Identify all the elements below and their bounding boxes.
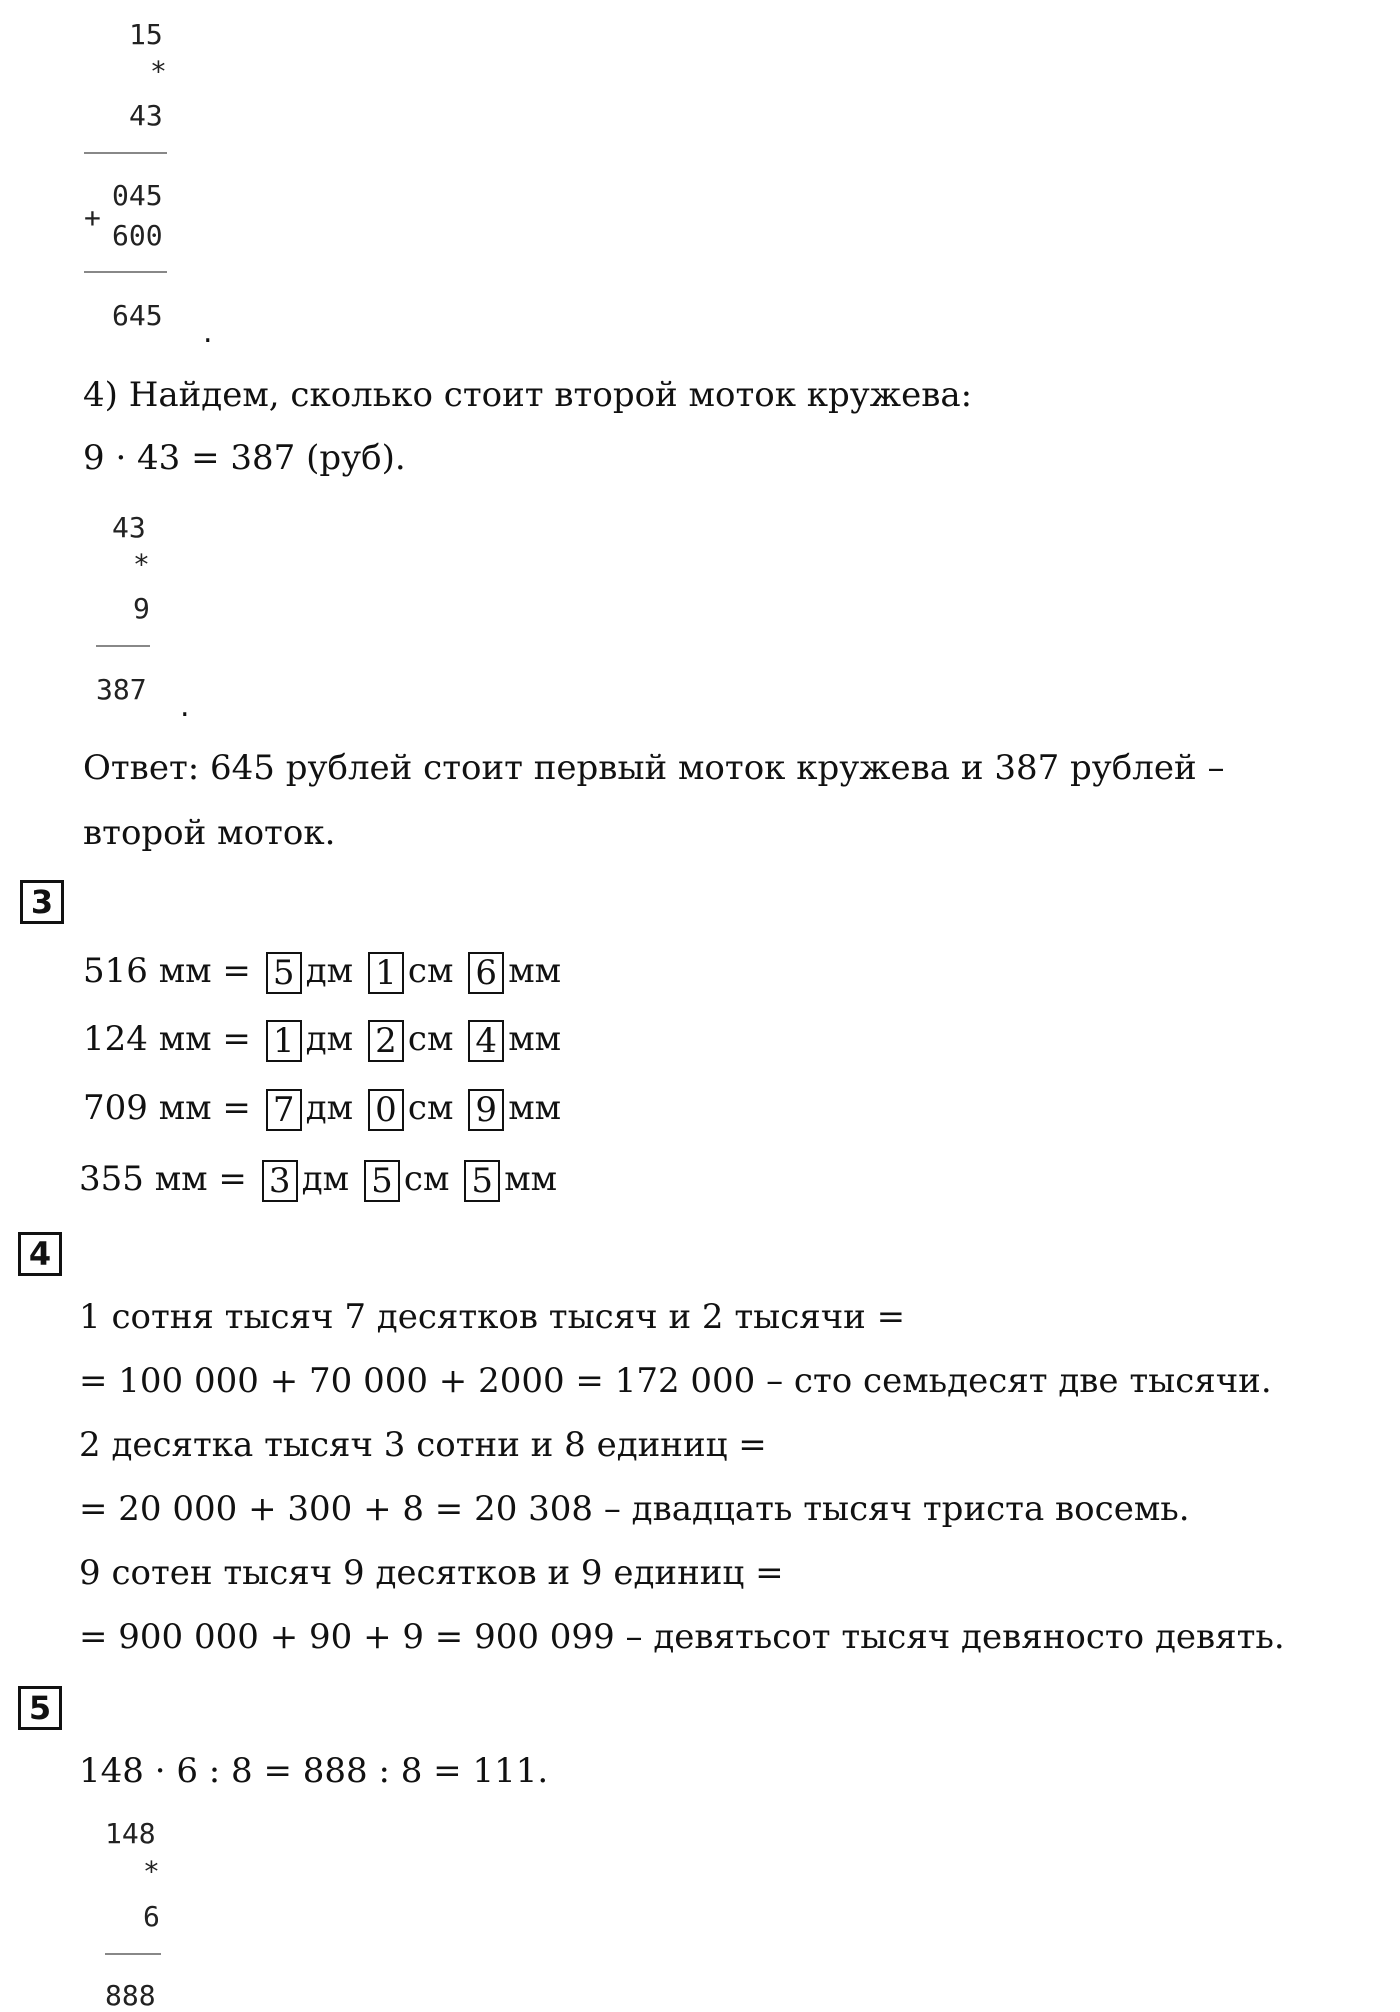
cm-unit: см <box>407 1019 454 1059</box>
result-line <box>84 152 167 154</box>
answer-line-1: Ответ: 645 рублей стоит первый моток кружева и 387 рублей – <box>83 748 1225 788</box>
multiply-sign: * <box>150 55 167 88</box>
answer-line-2: второй моток. <box>83 813 336 853</box>
sum-line <box>84 271 167 273</box>
partial-product-2: 600 <box>112 219 163 252</box>
result-line <box>96 645 150 647</box>
product: 645 <box>112 299 163 332</box>
end-dot: . <box>203 315 213 350</box>
step-4-text: 4) Найдем, сколько стоит второй моток кружева: <box>83 375 973 415</box>
partial-product-1: 045 <box>112 179 163 212</box>
factor-b: 43 <box>129 99 163 132</box>
task-number-4: 4 <box>18 1232 62 1276</box>
product: 888 <box>105 1979 156 2012</box>
dm-unit: дм <box>305 1088 354 1128</box>
task-4-line: 2 десятка тысяч 3 сотни и 8 единиц = <box>79 1425 767 1465</box>
conversion-row <box>79 1160 557 1202</box>
dm-unit: дм <box>305 951 354 991</box>
step-4-expression: 9 · 43 = 387 (руб). <box>83 438 406 478</box>
task-number-5: 5 <box>18 1686 62 1730</box>
dm-box: 5 <box>266 952 302 994</box>
task-4-line: = 20 000 + 300 + 8 = 20 308 – двадцать тысяч триста восемь. <box>79 1489 1190 1529</box>
plus-sign: + <box>84 201 101 234</box>
cm-box: 0 <box>368 1089 404 1131</box>
cm-box: 1 <box>368 952 404 994</box>
conversion-lhs: 355 мм = <box>79 1159 247 1199</box>
end-dot: . <box>180 689 190 724</box>
mm-box: 9 <box>468 1089 504 1131</box>
factor-b: 9 <box>133 592 150 625</box>
cm-box: 2 <box>368 1020 404 1062</box>
mm-unit: мм <box>508 1088 562 1128</box>
dm-box: 7 <box>266 1089 302 1131</box>
mm-unit: мм <box>508 951 562 991</box>
mm-box: 5 <box>464 1160 500 1202</box>
task-4-line: = 100 000 + 70 000 + 2000 = 172 000 – сто семьдесят две тысячи. <box>79 1361 1272 1401</box>
dm-unit: дм <box>305 1019 354 1059</box>
task-4-line: 1 сотня тысяч 7 десятков тысяч и 2 тысячи = <box>79 1297 906 1337</box>
mm-box: 6 <box>468 952 504 994</box>
task-4-line: 9 сотен тысяч 9 десятков и 9 единиц = <box>79 1553 784 1593</box>
mm-box: 4 <box>468 1020 504 1062</box>
factor-b: 6 <box>143 1900 160 1933</box>
factor-a: 43 <box>112 511 146 544</box>
result-line <box>105 1953 161 1955</box>
dm-unit: дм <box>301 1159 350 1199</box>
task-4-line: = 900 000 + 90 + 9 = 900 099 – девятьсот тысяч девяносто девять. <box>79 1617 1285 1657</box>
task-number-3: 3 <box>20 880 64 924</box>
cm-unit: см <box>403 1159 450 1199</box>
multiply-sign: * <box>143 1855 160 1888</box>
multiply-sign: * <box>133 548 150 581</box>
conversion-lhs: 516 мм = <box>83 951 251 991</box>
cm-unit: см <box>407 1088 454 1128</box>
task-5-expression: 148 · 6 : 8 = 888 : 8 = 111. <box>79 1751 549 1791</box>
conversion-row <box>83 952 561 994</box>
conversion-lhs: 124 мм = <box>83 1019 251 1059</box>
conversion-row <box>83 1089 561 1131</box>
mm-unit: мм <box>508 1019 562 1059</box>
factor-a: 15 <box>129 18 163 51</box>
conversion-row <box>83 1020 561 1062</box>
factor-a: 148 <box>105 1817 156 1850</box>
cm-box: 5 <box>364 1160 400 1202</box>
dm-box: 3 <box>262 1160 298 1202</box>
product: 387 <box>96 673 147 706</box>
conversion-lhs: 709 мм = <box>83 1088 251 1128</box>
dm-box: 1 <box>266 1020 302 1062</box>
mm-unit: мм <box>504 1159 558 1199</box>
cm-unit: см <box>407 951 454 991</box>
